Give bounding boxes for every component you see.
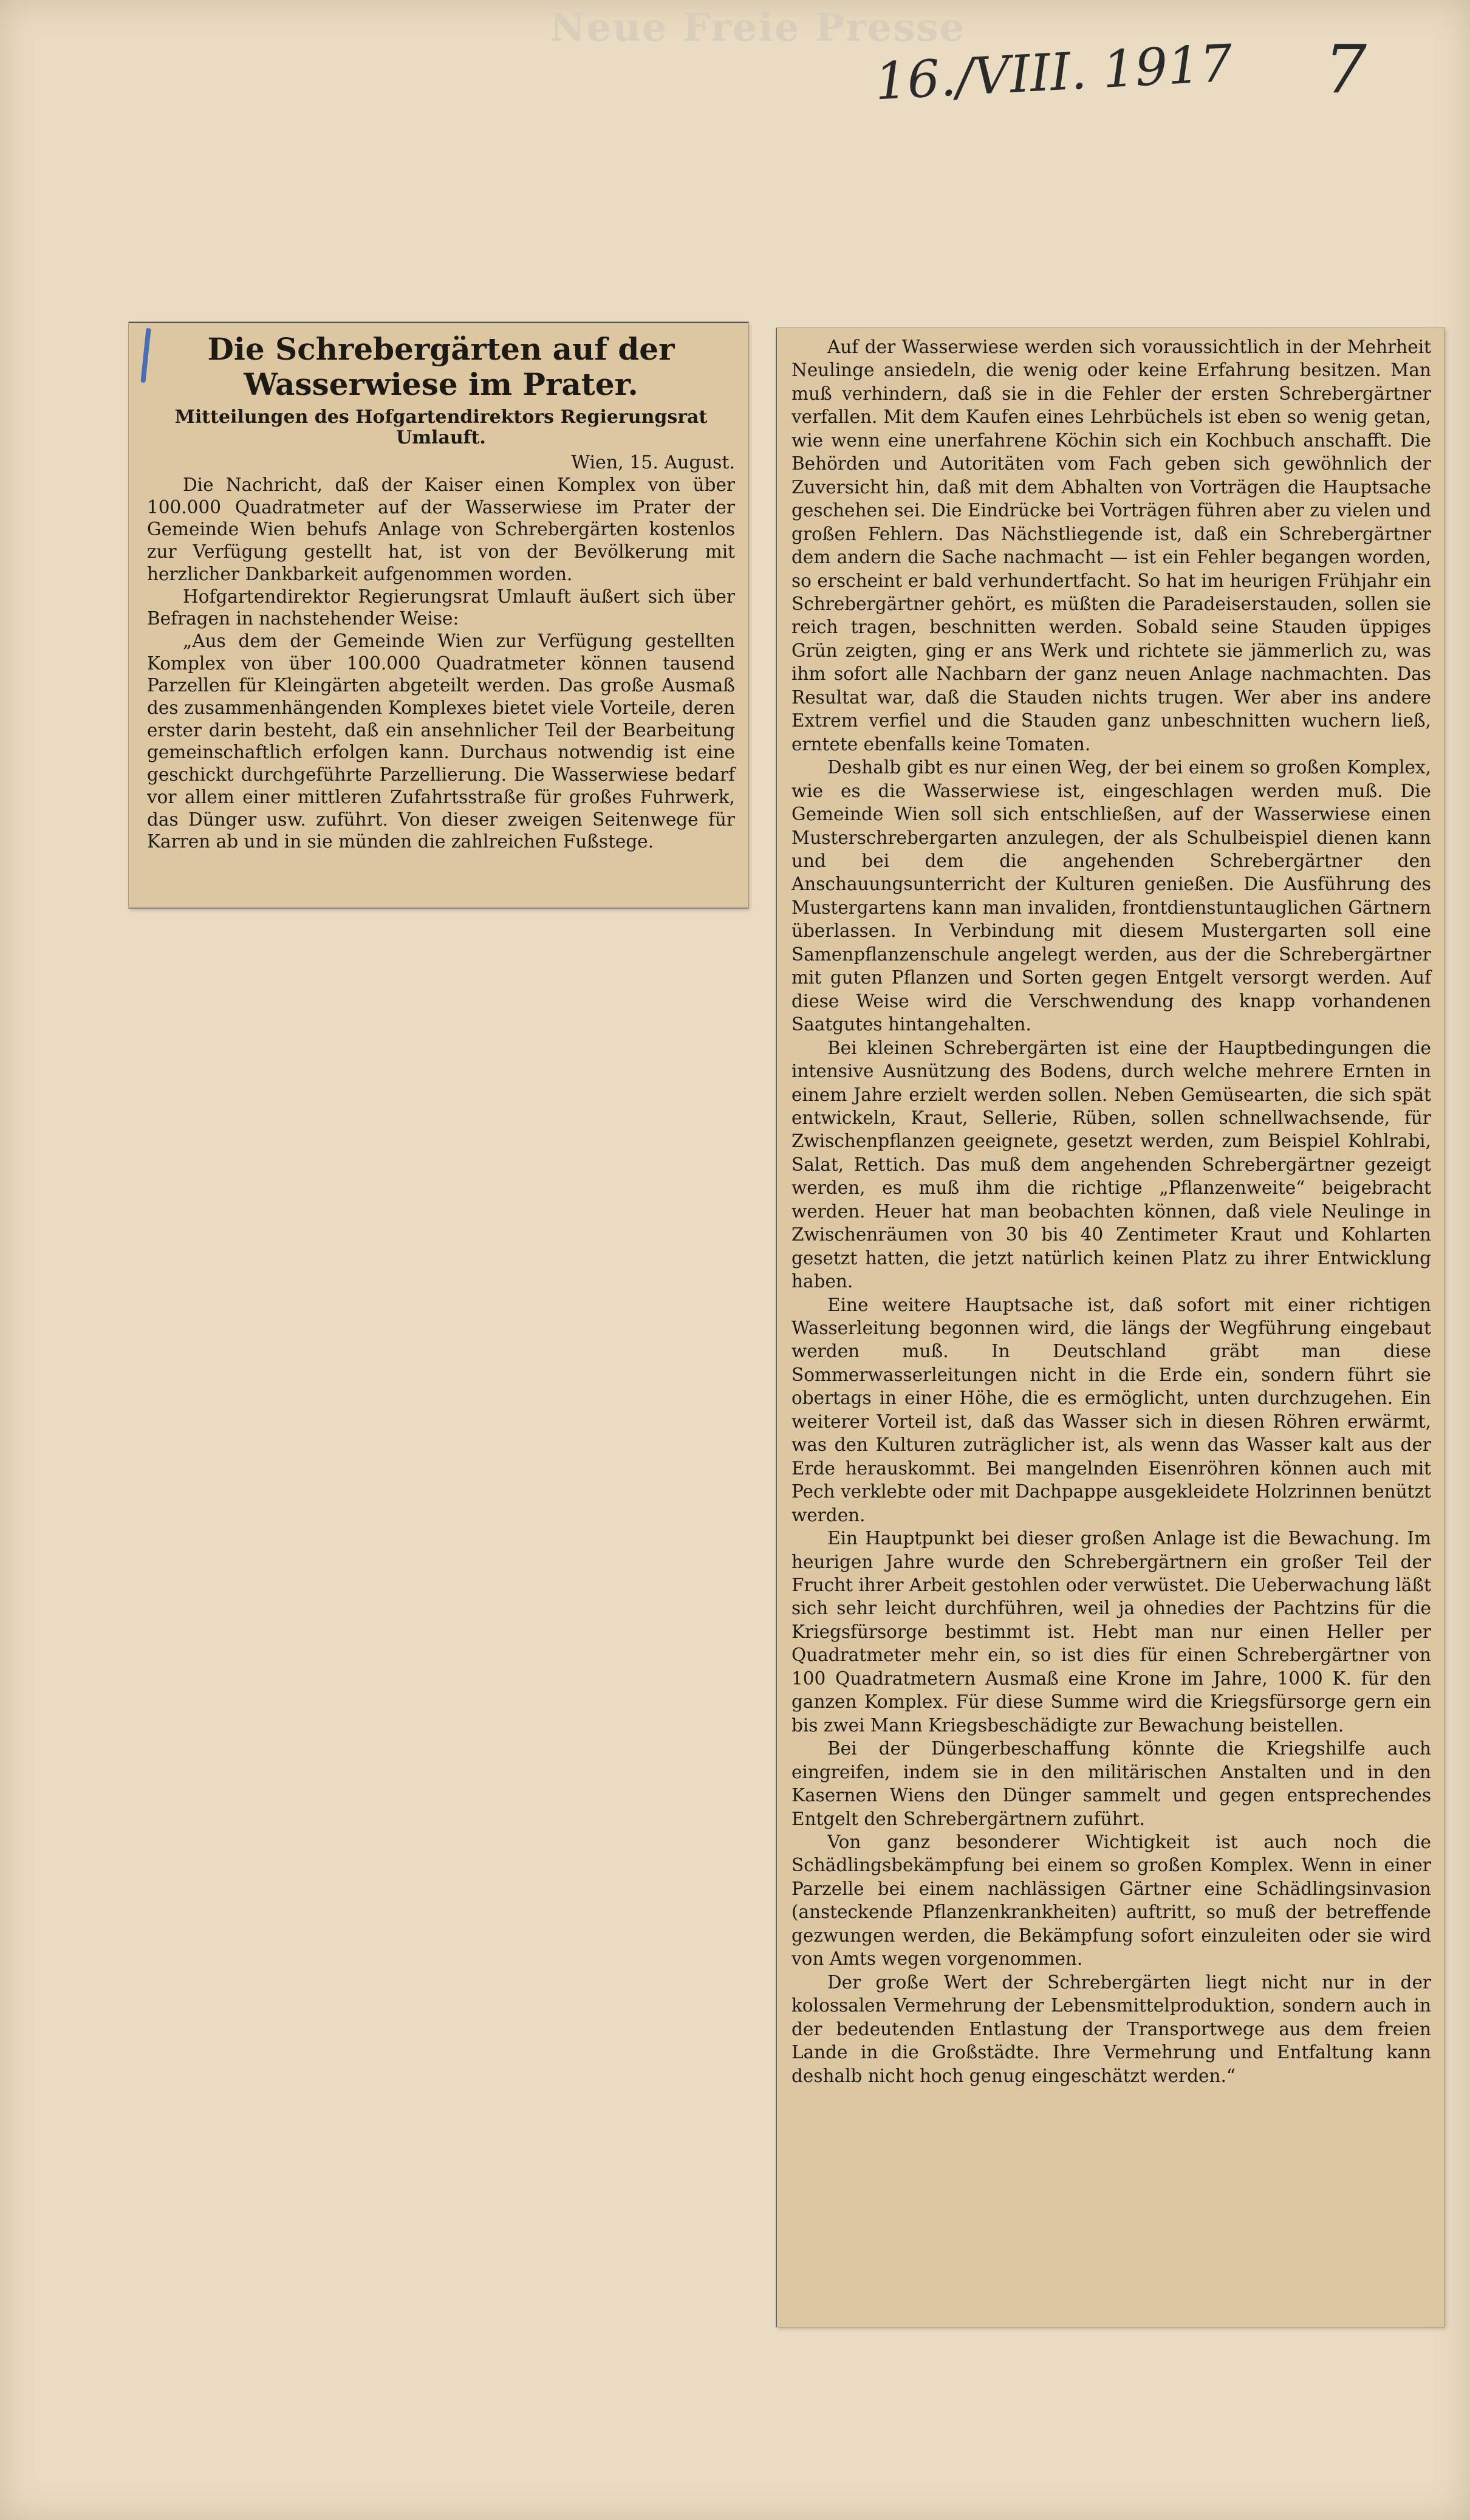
paragraph: Bei der Düngerbeschaffung könnte die Kriegshilfe auch eingreifen, indem sie in den militärischen Anstalten und in den Kasernen Wiens den Dünger sammelt und gegen entsprechendes Entgelt den Schrebergärtnern zuführt. <box>791 1738 1431 1829</box>
article-subtitle: Mitteilungen des Hofgartendirektors Regierungsrat Umlauft. <box>174 406 708 448</box>
clipping-right <box>776 328 1444 2327</box>
paragraph: Deshalb gibt es nur einen Weg, der bei einem so großen Komplex, wie es die Wasserwiese ist, eingeschlagen werden muß. Die Gemeinde Wien soll sich entschließen, auf der Wasserwiese einen Musterschrebergarten anzulegen, der als Schulbeispiel dienen kann und bei dem die angehenden Schrebergärtner den Anschauungsunterricht der Kulturen genießen. Die Ausführung des Mustergartens kann man invaliden, frontdienstuntauglichen Gärtnern überlassen. In Verbindung mit diesem Mustergarten soll eine Samenpflanzenschule angelegt werden, aus der die Schrebergärtner mit guten Pflanzen und Sorten gegen Entgelt versorgt werden. Auf diese Weise wird die Verschwendung des knapp vorhandenen Saatgutes hintangehalten. <box>791 757 1431 1035</box>
paragraph: Der große Wert der Schrebergärten liegt nicht nur in der kolossalen Vermehrung der Lebensmittelproduktion, sondern auch in der bedeutenden Entlastung der Transportwege aus dem freien Lande in die Großstädte. Ihre Vermehrung und Entfaltung kann deshalb nicht hoch genug eingeschätzt werden.“ <box>791 1971 1431 2086</box>
handwritten-date: 16./VIII. 1917 <box>873 33 1234 112</box>
article-column-2 <box>791 335 1431 2087</box>
paragraph: Hofgartendirektor Regierungsrat Umlauft äußert sich über Befragen in nachstehender Weise: <box>147 586 735 629</box>
paragraph: Von ganz besonderer Wichtigkeit ist auch noch die Schädlingsbekämpfung bei einem so großen Komplex. Wenn in einer Parzelle bei einem nachlässigen Gärtner eine Schädlingsinvasion (ansteckende Pflanzenkrankheiten) auftritt, so muß der betreffende gezwungen werden, die Bekämpfung sofort einzuleiten oder sie wird von Amts wegen vorgenommen. <box>791 1832 1431 1970</box>
paragraph: Die Nachricht, daß der Kaiser einen Komplex von über 100.000 Quadratmeter auf der Wasserwiese im Prater der Gemeinde Wien behufs Anlage von Schrebergärten kostenlos zur Verfügung gestellt hat, ist von der Bevölkerung mit herzlicher Dankbarkeit aufgenommen worden. <box>147 474 735 584</box>
article-dateline: Wien, 15. August. <box>571 452 735 473</box>
article-title: Die Schrebergärten auf der Wasserwiese im Prater. <box>207 331 675 402</box>
clipping-left <box>129 322 748 908</box>
paragraph: Auf der Wasserwiese werden sich voraussichtlich in der Mehrheit Neulinge ansiedeln, die wenig oder keine Erfahrung besitzen. Man muß verhindern, daß sie in die Fehler der ersten Schrebergärtner verfallen. Mit dem Kaufen eines Lehrbüchels ist eben so wenig getan, wie wenn eine unerfahrene Köchin sich ein Kochbuch anschafft. Die Behörden und Autoritäten vom Fach geben sich gewöhnlich der Zuversicht hin, daß mit dem Abhalten von Vorträgen die Hauptsache geschehen sei. Die Eindrücke bei Vorträgen führen aber zu vielen und großen Fehlern. Das Nächstliegende ist, daß ein Schrebergärtner dem andern die Sache nachmacht — ist ein Fehler begangen worden, so erscheint er bald verhundertfacht. So hat im heurigen Frühjahr ein Schrebergärtner gehört, es müßten die Paradeiserstauden, sollen sie reich tragen, beschnitten werden. Sobald seine Stauden üppiges Grün zeigten, ging er ans Werk und richtete sie jämmerlich zu, was ihm sofort alle Nachbarn der ganz neuen Anlage nachmachten. Das Resultat war, daß die Stauden nichts trugen. Wer aber ins andere Extrem verfiel und die Stauden ganz unbeschnitten wuchern ließ, erntete ebenfalls keine Tomaten. <box>791 337 1431 755</box>
newspaper-stamp: Neue Freie Presse <box>550 5 966 50</box>
paragraph: Bei kleinen Schrebergärten ist eine der Hauptbedingungen die intensive Ausnützung des Bodens, durch welche mehrere Ernten in einem Jahre erzielt werden sollen. Neben Gemüsearten, die sich spät entwickeln, Kraut, Sellerie, Rüben, sollen schnellwachsende, für Zwischenpflanzen geeignete, gesetzt werden, zum Beispiel Kohlrabi, Salat, Rettich. Das muß dem angehenden Schrebergärtner gezeigt werden, es muß ihm die richtige „Pflanzenweite“ beigebracht werden. Heuer hat man beobachten können, daß viele Neulinge in Zwischenräumen von 30 bis 40 Zentimeter Kraut und Kohlarten gesetzt hatten, die jetzt natürlich keinen Platz zu ihrer Entwicklung haben. <box>791 1037 1431 1292</box>
paragraph: Eine weitere Hauptsache ist, daß sofort mit einer richtigen Wasserleitung begonnen wird, die längs der Wegführung eingebaut werden muß. In Deutschland gräbt man diese Sommerwasserleitungen nicht in die Erde ein, sondern führt sie obertags in einer Höhe, die es ermöglicht, unten durchzugehen. Ein weiterer Vorteil ist, daß das Wasser sich in diesen Röhren erwärmt, was den Kulturen zuträglicher ist, als wenn das Wasser kalt aus der Erde herauskommt. Bei mangelnden Eisenröhren können auch mit Pech verklebte oder mit Dachpappe ausgekleidete Holzrinnen benützt werden. <box>791 1294 1431 1525</box>
paragraph: Ein Hauptpunkt bei dieser großen Anlage ist die Bewachung. Im heurigen Jahre wurde den Schrebergärtnern ein großer Teil der Frucht ihrer Arbeit gestohlen oder verwüstet. Die Ueberwachung läßt sich sehr leicht durchführen, weil ja ohnedies der Pachtzins für die Kriegsfürsorge bestimmt ist. Hebt man nur einen Heller per Quadratmeter mehr ein, so ist dies für einen Schrebergärtner von 100 Quadratmetern Ausmaß eine Krone im Jahre, 1000 K. für den ganzen Komplex. Für diese Summe wird die Kriegsfürsorge gern ein bis zwei Mann Kriegsbeschädigte zur Bewachung beistellen. <box>791 1528 1431 1736</box>
paragraph: „Aus dem der Gemeinde Wien zur Verfügung gestellten Komplex von über 100.000 Quadratmeter können tausend Parzellen für Kleingärten abgeteilt werden. Das große Ausmaß des zusammenhängenden Komplexes bietet viele Vorteile, deren erster darin besteht, daß ein ansehnlicher Teil der Bearbeitung gemeinschaftlich erfolgen kann. Durchaus notwendig ist eine geschickt durchgeführte Parzellierung. Die Wasserwiese bedarf vor allem einer mittleren Zufahrtsstraße für großes Fuhrwerk, das Dünger usw. zuführt. Von dieser zweigen Seitenwege für Karren ab und in sie münden die zahlreichen Fußstege. <box>147 630 735 852</box>
article-column-1 <box>147 474 735 853</box>
handwritten-number: 7 <box>1324 30 1367 108</box>
